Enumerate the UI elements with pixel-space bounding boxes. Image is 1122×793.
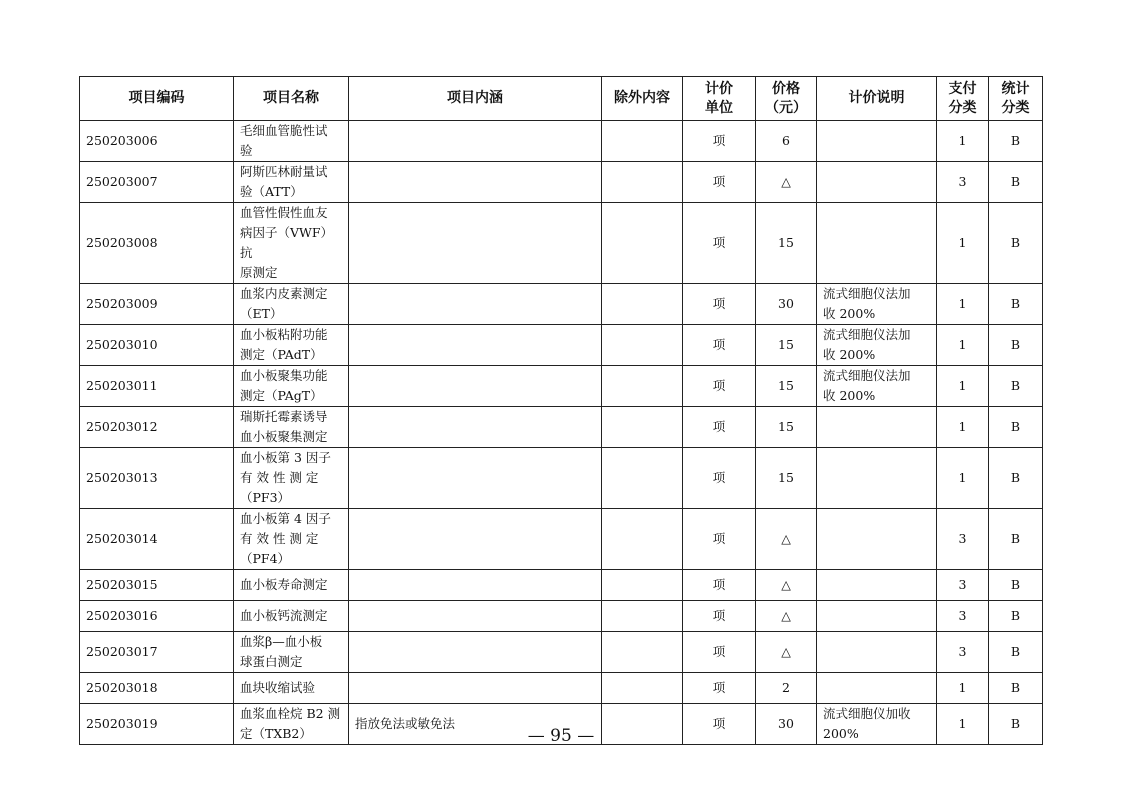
cell-exclusions xyxy=(602,448,683,509)
cell-unit: 项 xyxy=(683,448,756,509)
cell-unit: 项 xyxy=(683,570,756,601)
table-row xyxy=(80,601,1043,632)
cell-stat: B xyxy=(989,509,1043,570)
cell-stat: B xyxy=(989,601,1043,632)
cell-pay: 3 xyxy=(937,162,989,203)
cell-stat: B xyxy=(989,162,1043,203)
cell-price: 15 xyxy=(756,203,817,284)
cell-code: 250203009 xyxy=(80,284,234,325)
cell-unit: 项 xyxy=(683,601,756,632)
cell-note xyxy=(817,448,937,509)
cell-stat: B xyxy=(989,570,1043,601)
cell-stat: B xyxy=(989,284,1043,325)
cell-exclusions xyxy=(602,284,683,325)
cell-code: 250203015 xyxy=(80,570,234,601)
cell-content xyxy=(349,366,602,407)
cell-code: 250203012 xyxy=(80,407,234,448)
cell-unit: 项 xyxy=(683,673,756,704)
cell-exclusions xyxy=(602,325,683,366)
header-code: 项目编码 xyxy=(80,77,234,121)
cell-code: 250203007 xyxy=(80,162,234,203)
cell-pay: 1 xyxy=(937,121,989,162)
cell-price: 30 xyxy=(756,704,817,745)
cell-content xyxy=(349,570,602,601)
cell-note xyxy=(817,121,937,162)
cell-price: △ xyxy=(756,162,817,203)
cell-name: 血小板粘附功能 测定（PAdT） xyxy=(234,325,349,366)
table-row xyxy=(80,407,1043,448)
cell-name: 血管性假性血友 病因子（VWF）抗 原测定 xyxy=(234,203,349,284)
cell-name: 血浆血栓烷 B2 测 定（TXB2） xyxy=(234,704,349,745)
cell-note: 流式细胞仪法加 收 200% xyxy=(817,284,937,325)
cell-pay: 3 xyxy=(937,509,989,570)
cell-price: 15 xyxy=(756,407,817,448)
table-row xyxy=(80,121,1043,162)
cell-stat: B xyxy=(989,448,1043,509)
table-row xyxy=(80,448,1043,509)
header-pay: 支付 分类 xyxy=(937,77,989,121)
cell-pay: 3 xyxy=(937,601,989,632)
cell-code: 250203011 xyxy=(80,366,234,407)
cell-exclusions xyxy=(602,162,683,203)
cell-name: 阿斯匹林耐量试 验（ATT） xyxy=(234,162,349,203)
cell-stat: B xyxy=(989,407,1043,448)
cell-pay: 1 xyxy=(937,448,989,509)
cell-unit: 项 xyxy=(683,121,756,162)
cell-unit: 项 xyxy=(683,162,756,203)
cell-exclusions xyxy=(602,203,683,284)
cell-content xyxy=(349,632,602,673)
cell-note xyxy=(817,632,937,673)
cell-code: 250203008 xyxy=(80,203,234,284)
cell-unit: 项 xyxy=(683,203,756,284)
cell-price: 15 xyxy=(756,325,817,366)
cell-unit: 项 xyxy=(683,632,756,673)
cell-exclusions xyxy=(602,509,683,570)
header-note: 计价说明 xyxy=(817,77,937,121)
cell-note xyxy=(817,407,937,448)
header-unit: 计价 单位 xyxy=(683,77,756,121)
cell-code: 250203013 xyxy=(80,448,234,509)
cell-code: 250203006 xyxy=(80,121,234,162)
cell-exclusions xyxy=(602,570,683,601)
table-header-row xyxy=(80,77,1043,121)
cell-stat: B xyxy=(989,121,1043,162)
cell-code: 250203010 xyxy=(80,325,234,366)
cell-price: 2 xyxy=(756,673,817,704)
cell-price: 30 xyxy=(756,284,817,325)
cell-note xyxy=(817,162,937,203)
cell-content xyxy=(349,673,602,704)
table-row xyxy=(80,632,1043,673)
table-row xyxy=(80,162,1043,203)
cell-content xyxy=(349,509,602,570)
cell-pay: 1 xyxy=(937,366,989,407)
cell-code: 250203016 xyxy=(80,601,234,632)
cell-pay: 3 xyxy=(937,632,989,673)
cell-pay: 1 xyxy=(937,203,989,284)
cell-pay: 1 xyxy=(937,325,989,366)
cell-code: 250203019 xyxy=(80,704,234,745)
header-price: 价格 （元） xyxy=(756,77,817,121)
cell-unit: 项 xyxy=(683,509,756,570)
cell-content: 指放免法或敏免法 xyxy=(349,704,602,745)
cell-pay: 1 xyxy=(937,673,989,704)
cell-pay: 1 xyxy=(937,284,989,325)
cell-price: △ xyxy=(756,632,817,673)
header-exclusions: 除外内容 xyxy=(602,77,683,121)
cell-price: △ xyxy=(756,509,817,570)
cell-content xyxy=(349,407,602,448)
table-row xyxy=(80,366,1043,407)
cell-exclusions xyxy=(602,601,683,632)
cell-exclusions xyxy=(602,673,683,704)
cell-stat: B xyxy=(989,632,1043,673)
page-number: — 95 — xyxy=(527,726,595,746)
cell-content xyxy=(349,162,602,203)
cell-name: 血小板第 4 因子 有 效 性 测 定 （PF4） xyxy=(234,509,349,570)
cell-pay: 1 xyxy=(937,704,989,745)
cell-exclusions xyxy=(602,366,683,407)
cell-content xyxy=(349,601,602,632)
cell-note: 流式细胞仪加收 200% xyxy=(817,704,937,745)
cell-unit: 项 xyxy=(683,704,756,745)
cell-name: 血小板第 3 因子 有 效 性 测 定 （PF3） xyxy=(234,448,349,509)
table-row xyxy=(80,284,1043,325)
cell-name: 血小板寿命测定 xyxy=(234,570,349,601)
cell-code: 250203018 xyxy=(80,673,234,704)
cell-exclusions xyxy=(602,121,683,162)
cell-content xyxy=(349,203,602,284)
cell-content xyxy=(349,284,602,325)
cell-code: 250203014 xyxy=(80,509,234,570)
header-name: 项目名称 xyxy=(234,77,349,121)
cell-unit: 项 xyxy=(683,366,756,407)
table-row xyxy=(80,673,1043,704)
cell-note xyxy=(817,203,937,284)
cell-content xyxy=(349,121,602,162)
cell-unit: 项 xyxy=(683,284,756,325)
cell-name: 血浆β—血小板 球蛋白测定 xyxy=(234,632,349,673)
cell-stat: B xyxy=(989,203,1043,284)
cell-pay: 3 xyxy=(937,570,989,601)
cell-note xyxy=(817,601,937,632)
cell-name: 血块收缩试验 xyxy=(234,673,349,704)
cell-stat: B xyxy=(989,366,1043,407)
cell-pay: 1 xyxy=(937,407,989,448)
table-row xyxy=(80,509,1043,570)
cell-exclusions xyxy=(602,632,683,673)
cell-unit: 项 xyxy=(683,325,756,366)
header-stat: 统计 分类 xyxy=(989,77,1043,121)
cell-price: 15 xyxy=(756,448,817,509)
cell-exclusions xyxy=(602,407,683,448)
cell-price: △ xyxy=(756,570,817,601)
cell-price: 6 xyxy=(756,121,817,162)
cell-name: 血浆内皮素测定 （ET） xyxy=(234,284,349,325)
cell-stat: B xyxy=(989,673,1043,704)
cell-content xyxy=(349,448,602,509)
cell-price: △ xyxy=(756,601,817,632)
cell-note xyxy=(817,509,937,570)
table-row xyxy=(80,570,1043,601)
cell-name: 毛细血管脆性试 验 xyxy=(234,121,349,162)
cell-name: 血小板聚集功能 测定（PAgT） xyxy=(234,366,349,407)
cell-name: 瑞斯托霉素诱导 血小板聚集测定 xyxy=(234,407,349,448)
cell-stat: B xyxy=(989,704,1043,745)
cell-content xyxy=(349,325,602,366)
cell-stat: B xyxy=(989,325,1043,366)
cell-note: 流式细胞仪法加 收 200% xyxy=(817,366,937,407)
price-table xyxy=(79,76,1043,745)
cell-note xyxy=(817,673,937,704)
cell-code: 250203017 xyxy=(80,632,234,673)
table-row xyxy=(80,325,1043,366)
cell-price: 15 xyxy=(756,366,817,407)
header-content: 项目内涵 xyxy=(349,77,602,121)
cell-note xyxy=(817,570,937,601)
cell-unit: 项 xyxy=(683,407,756,448)
cell-name: 血小板钙流测定 xyxy=(234,601,349,632)
table-row xyxy=(80,203,1043,284)
cell-note: 流式细胞仪法加 收 200% xyxy=(817,325,937,366)
